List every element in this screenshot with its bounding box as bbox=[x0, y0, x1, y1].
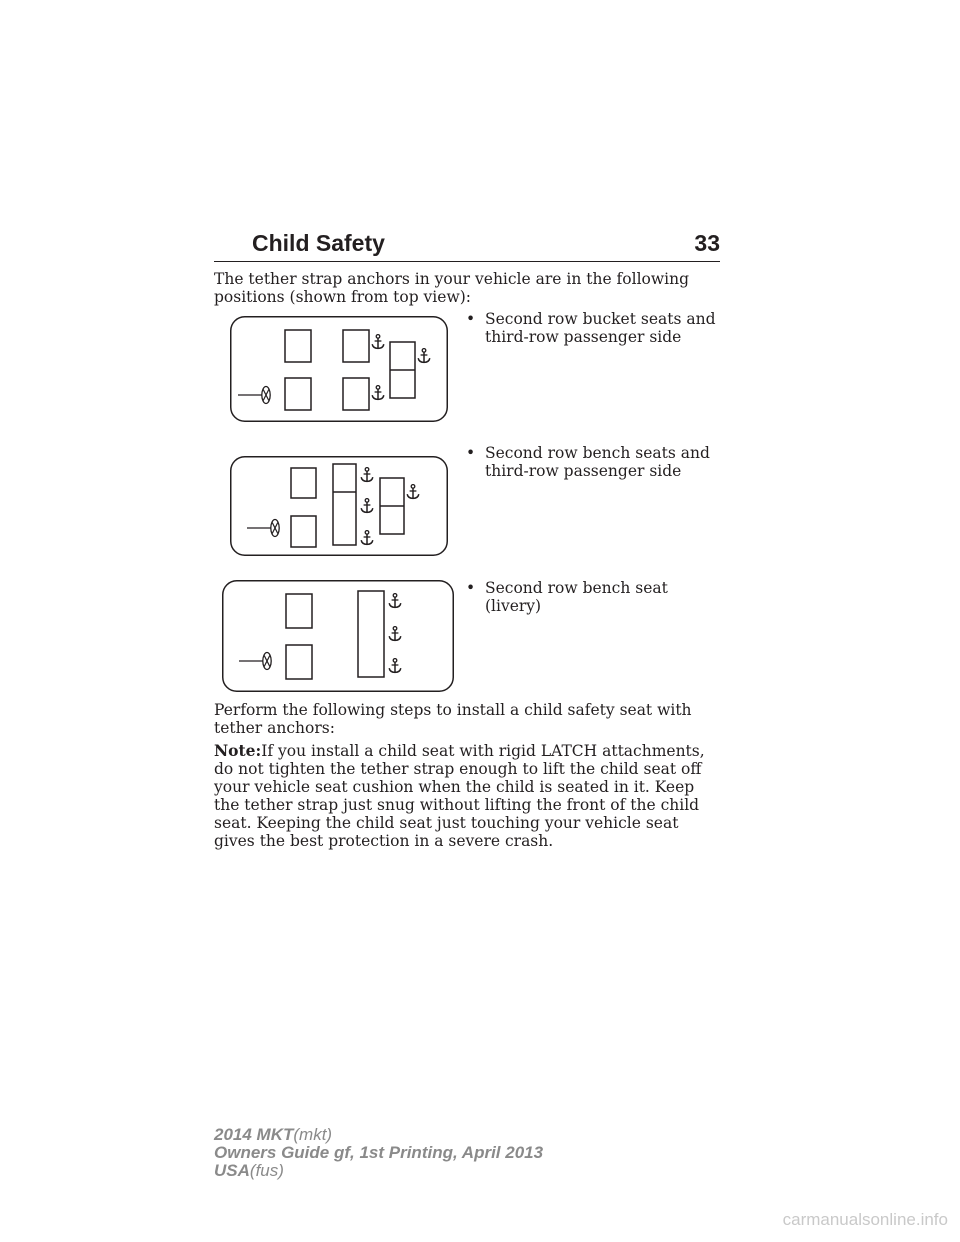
note-text: If you install a child seat with rigid LATCH attachments, do not tighten the tether strap enough to lift the child seat off your vehicle seat cushion when the child is seated in it. Keep the tether strap just snug without lifting the front of the child seat. Keeping the child seat just touching your vehicle seat gives the best protection in a severe crash. bbox=[214, 742, 705, 850]
watermark: carmanualsonline.info bbox=[782, 1210, 948, 1229]
page-header bbox=[214, 228, 720, 262]
footer-model-code: (mkt) bbox=[293, 1125, 333, 1144]
diagram-livery-bench bbox=[222, 580, 454, 692]
bullet-text: Second row bench seat (livery) bbox=[485, 579, 668, 615]
note-label: Note: bbox=[214, 741, 262, 760]
header-rule bbox=[214, 261, 720, 262]
footer-model: 2014 MKT bbox=[214, 1125, 294, 1144]
section-title: Child Safety bbox=[252, 230, 385, 256]
footer-market: USA bbox=[214, 1161, 250, 1180]
bullet-dot: • bbox=[466, 310, 476, 328]
steps-intro-paragraph: Perform the following steps to install a child safety seat with tether anchors: bbox=[214, 701, 692, 737]
diagram-bench-seats bbox=[230, 456, 448, 556]
note-paragraph bbox=[214, 742, 724, 850]
bullet-text: Second row bucket seats and third-row passenger side bbox=[485, 310, 716, 346]
diagram-bucket-seats bbox=[230, 316, 448, 422]
page-number: 33 bbox=[694, 230, 720, 256]
footer-market-code: (fus) bbox=[249, 1161, 284, 1180]
bullet-dot: • bbox=[466, 444, 476, 462]
bullet-dot: • bbox=[466, 579, 476, 597]
intro-paragraph: The tether strap anchors in your vehicle are in the following positions (shown from top view): bbox=[214, 270, 689, 306]
print-footer bbox=[214, 1126, 543, 1180]
footer-guide: Owners Guide gf, 1st Printing, April 2013 bbox=[214, 1143, 544, 1162]
bullet-text: Second row bench seats and third-row passenger side bbox=[485, 444, 710, 480]
